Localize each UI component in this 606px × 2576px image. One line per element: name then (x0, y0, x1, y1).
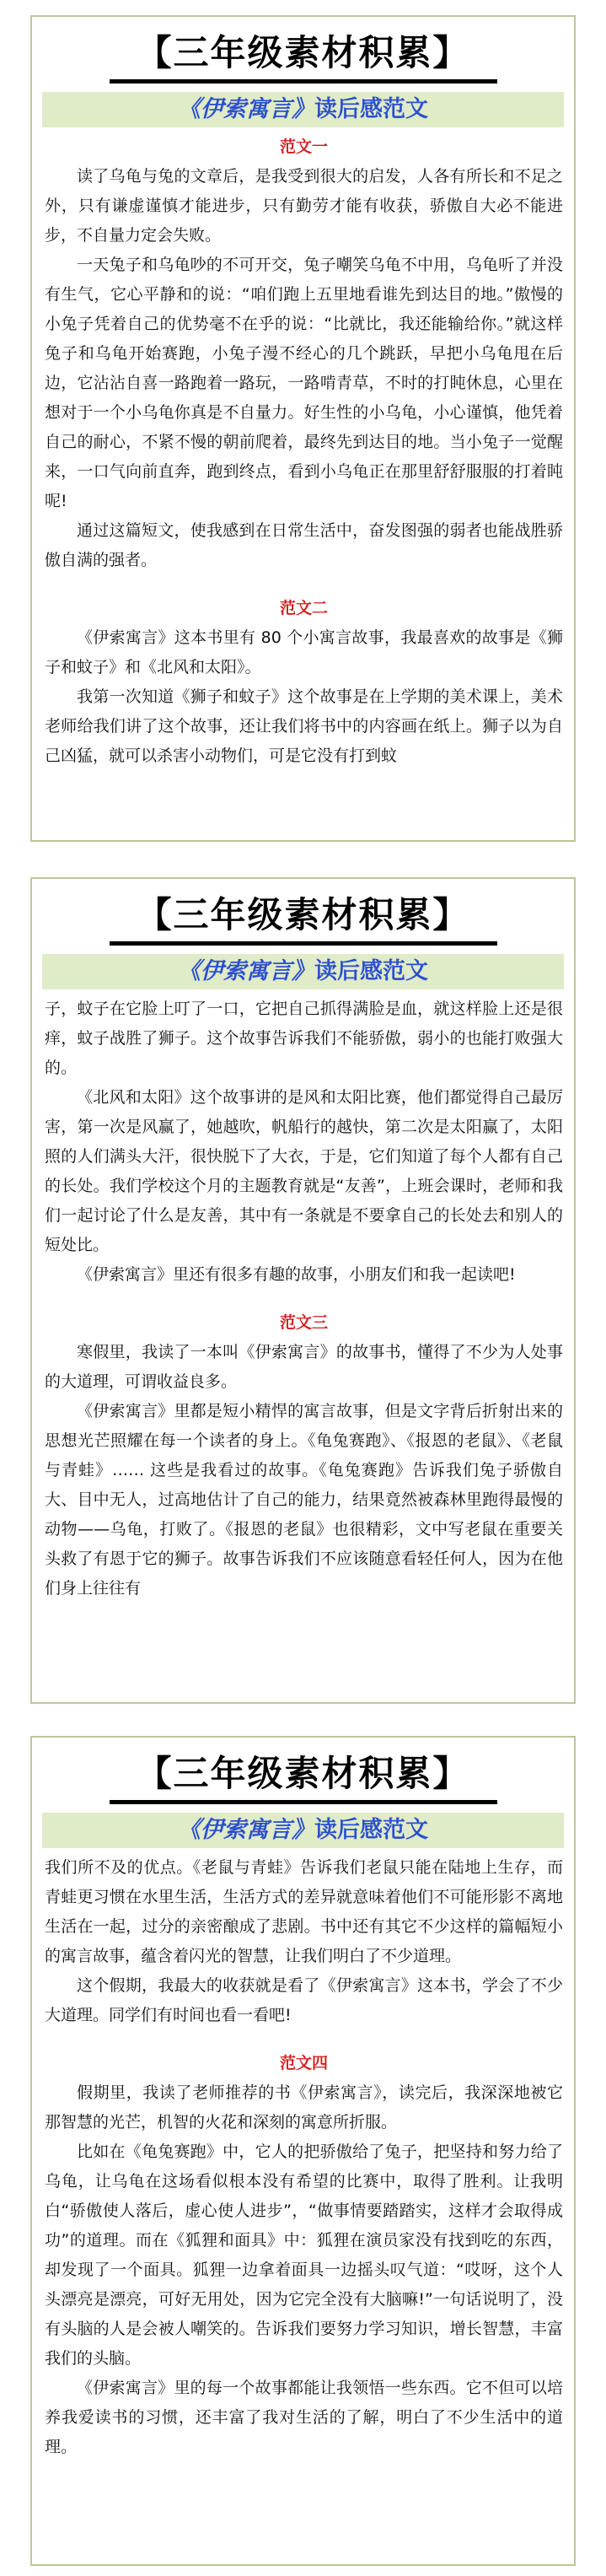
page-subtitle (42, 954, 564, 989)
page-title: 【三年级素材积累】 (110, 1749, 497, 1804)
paragraph: 寒假里，我读了一本叫《伊索寓言》的故事书，懂得了不少为人处事的大道理，可谓收益良多。 (45, 1343, 563, 1391)
paragraph: 通过这篇短文，使我感到在日常生活中，奋发图强的弱者也能战胜骄傲自满的强者。 (45, 521, 563, 569)
paragraph: 我们所不及的优点。《老鼠与青蛙》告诉我们老鼠只能在陆地上生存，而青蛙更习惯在水里生活，生活方式的差异就意味着他们不可能形影不离地生活在一起，过分的亲密酿成了悲剧。书中还有其它不少这样的篇幅短小的寓言故事，蕴含着闪光的智慧，让我们明白了不少道理。 (45, 1858, 563, 1965)
page-title: 【三年级素材积累】 (110, 891, 497, 946)
subtitle-book-title: 《伊索寓言》 (178, 958, 314, 984)
subtitle-text: 读后感范文 (314, 96, 428, 122)
paragraph: 《伊索寓言》里的每一个故事都能让我领悟一些东西。它不但可以培养我爱读书的习惯，还丰富了我对生活的了解，明白了不少生活中的道理。 (45, 2379, 563, 2456)
section-heading: 范文四 (279, 2054, 328, 2072)
subtitle-text: 读后感范文 (314, 1817, 428, 1843)
paragraph: 这个假期，我最大的收获就是看了《伊索寓言》这本书，学会了不少大道理。同学们有时间也看一看吧! (45, 1976, 563, 2024)
section-heading: 范文一 (279, 137, 328, 156)
paragraph: 一天兔子和乌龟吵的不可开交，兔子嘲笑乌龟不中用，乌龟听了并没有生气，它心平静和的说：“咱们跑上五里地看谁先到达目的地。”傲慢的小兔子凭着自己的优势毫不在乎的说：“比就比，我还能输给你。”就这样兔子和乌龟开始赛跑，小兔子漫不经心的几个跳跃，早把小乌龟甩在后边，它沾沾自喜一路跑着一路玩，一路啃青草，不时的打盹休息，心里在想对于一个小乌龟你真是不自量力。好生性的小乌龟，小心谨慎，他凭着自己的耐心，不紧不慢的朝前爬着，最终先到达目的地。当小兔子一觉醒来，一口气向前直奔，跑到终点，看到小乌龟正在那里舒舒服服的打着盹呢! (45, 256, 563, 510)
subtitle-book-title: 《伊索寓言》 (178, 1817, 314, 1843)
document-page-3 (30, 1736, 576, 2566)
page-title: 【三年级素材积累】 (110, 29, 497, 84)
subtitle-text: 读后感范文 (314, 958, 428, 984)
paragraph: 假期里，我读了老师推荐的书《伊索寓言》，读完后，我深深地被它那智慧的光芒，机智的火花和深刻的寓意所折服。 (45, 2083, 563, 2131)
document-page-1 (30, 15, 576, 842)
paragraph: 子，蚊子在它脸上叮了一口，它把自己抓得满脸是血，就这样脸上还是很痒，蚊子战胜了狮子。这个故事告诉我们不能骄傲，弱小的也能打败强大的。 (45, 1000, 563, 1077)
article-body (32, 132, 574, 771)
document-page-2 (30, 877, 576, 1704)
paragraph: 读了乌龟与兔的文章后，是我受到很大的启发，人各有所长和不足之外，只有谦虚谨慎才能进步，只有勤劳才能有收获，骄傲自大必不能进步，不自量力定会失败。 (45, 167, 563, 245)
section-heading: 范文二 (279, 599, 328, 617)
subtitle-book-title: 《伊索寓言》 (178, 96, 314, 122)
article-body (32, 1853, 574, 2462)
article-body (32, 994, 574, 1603)
page-subtitle (42, 1813, 564, 1848)
paragraph: 比如在《龟兔赛跑》中，它人的把骄傲给了兔子，把坚持和努力给了乌龟，让乌龟在这场看似根本没有希望的比赛中，取得了胜利。让我明白“骄傲使人落后，虚心使人进步”，“做事情要踏踏实，这样才会取得成功”的道理。而在《狐狸和面具》中：狐狸在演员家没有找到吃的东西，却发现了一个面具。狐狸一边拿着面具一边摇头叹气道：“哎呀，这个人头漂亮是漂亮，可好无用处，因为它完全没有大脑嘛!”一句话说明了，没有头脑的人是会被人嘲笑的。告诉我们要努力学习知识，增长智慧，丰富我们的头脑。 (45, 2142, 563, 2368)
paragraph: 《伊索寓言》里都是短小精悍的寓言故事，但是文字背后折射出来的思想光芒照耀在每一个读者的身上。《龟兔赛跑》、《报恩的老鼠》、《老鼠与青蛙》…… 这些是我看过的故事。《龟兔赛跑》告诉我们兔子骄傲自大、目中无人，过高地估计了自己的能力，结果竟然被森林里跑得最慢的动物——乌龟，打败了。《报恩的老鼠》也很精彩，文中写老鼠在重要关头救了有恩于它的狮子。故事告诉我们不应该随意看轻任何人，因为在他们身上往往有 (45, 1402, 563, 1598)
paragraph: 《伊索寓言》这本书里有 80 个小寓言故事，我最喜欢的故事是《狮子和蚊子》和《北风和太阳》。 (45, 628, 563, 676)
page-subtitle (42, 92, 564, 127)
section-heading: 范文三 (279, 1313, 328, 1332)
paragraph: 《北风和太阳》这个故事讲的是风和太阳比赛，他们都觉得自己最厉害，第一次是风赢了，她越吹，帆船行的越快，第二次是太阳赢了，太阳照的人们满头大汗，很快脱下了大衣，于是，它们知道了每个人都有自己的长处。我们学校这个月的主题教育就是“友善”，上班会课时，老师和我们一起讨论了什么是友善，其中有一条就是不要拿自己的长处去和别人的短处比。 (45, 1088, 563, 1254)
paragraph: 《伊索寓言》里还有很多有趣的故事，小朋友们和我一起读吧! (77, 1265, 516, 1284)
paragraph: 我第一次知道《狮子和蚊子》这个故事是在上学期的美术课上，美术老师给我们讲了这个故事，还让我们将书中的内容画在纸上。狮子以为自己凶猛，就可以杀害小动物们，可是它没有打到蚊 (45, 687, 563, 765)
